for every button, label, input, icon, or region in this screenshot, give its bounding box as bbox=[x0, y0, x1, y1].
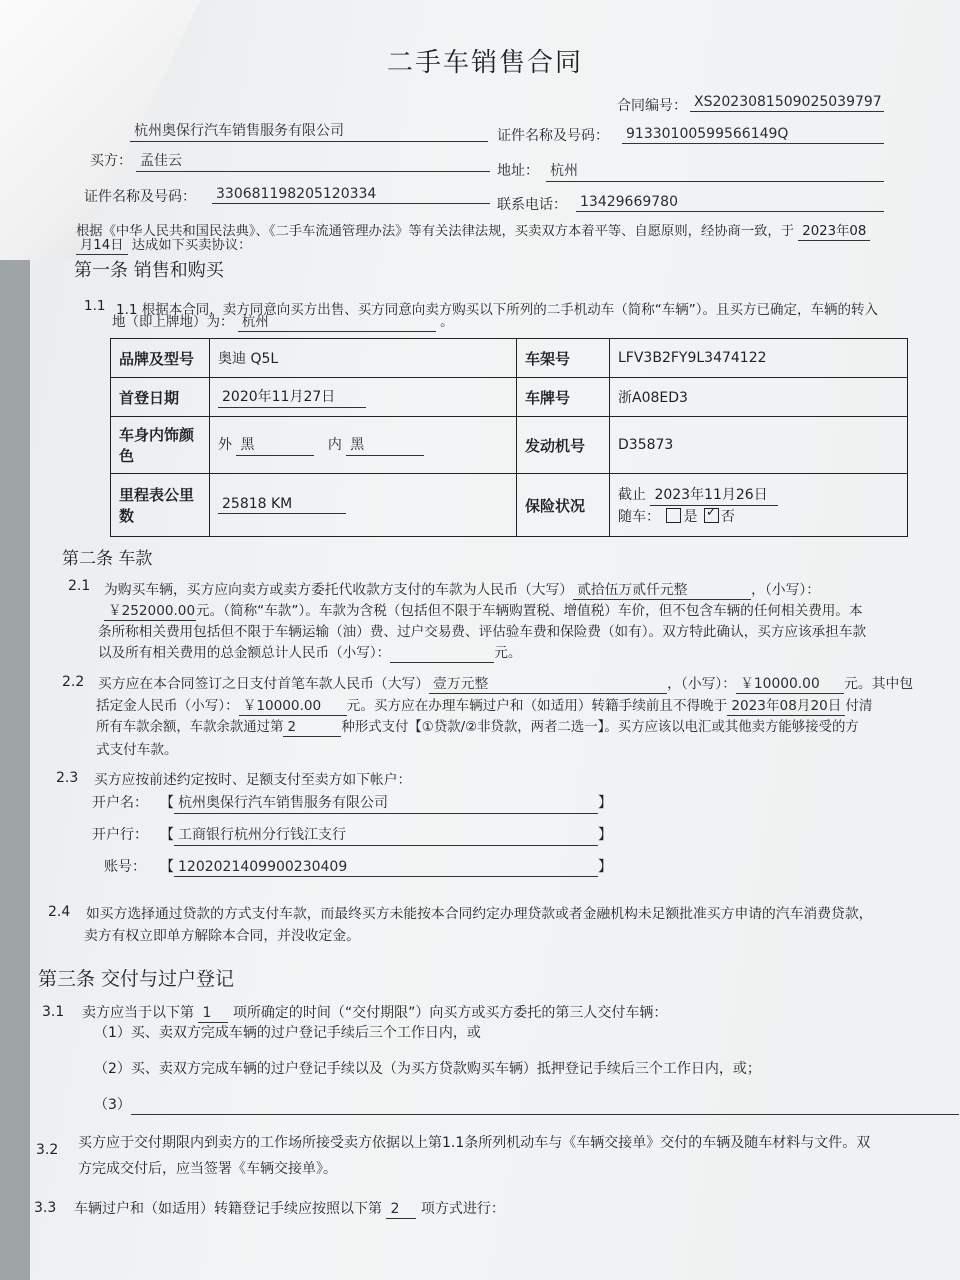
p24-number: 2.4 bbox=[48, 904, 71, 920]
contract-number: XS2023081509025039797 bbox=[690, 94, 884, 112]
engine-value: D35873 bbox=[610, 417, 908, 474]
engine-label: 发动机号 bbox=[517, 417, 610, 474]
p22-number: 2.2 bbox=[62, 674, 85, 690]
p31-option-3: （3） bbox=[94, 1094, 959, 1115]
plate-label: 车牌号 bbox=[517, 378, 610, 417]
checkbox-no[interactable] bbox=[704, 508, 719, 523]
color-label: 车身内饰颜色 bbox=[111, 417, 210, 474]
p31-line: 卖方应当于以下第 1 项所确定的时间（“交付期限”）向买方或买方委托的第三人交付车辆： bbox=[82, 1005, 668, 1021]
seller-id: 91330100599566149Q bbox=[622, 126, 884, 144]
account-number-row: 【 1202021409900230409 】 bbox=[160, 859, 612, 875]
article-3-heading: 第三条 交付与过户登记 bbox=[38, 968, 235, 990]
p23-text: 买方应按前述约定按时、足额支付至卖方如下帐户： bbox=[94, 772, 412, 788]
p22-line-1: 买方应在本合同签订之日支付首笔车款人民币（大写） 壹万元整 ，（小写）： ￥10000.00 元。其中包 bbox=[98, 672, 913, 694]
first-registration-label: 首登日期 bbox=[111, 378, 210, 417]
document-title: 二手车销售合同 bbox=[387, 48, 584, 78]
p21-line-1: 为购买车辆，买方应向卖方或卖方委托代收款方支付的车款为人民币（大写） 贰拾伍万贰仟元整 ，（小写）： bbox=[104, 578, 820, 600]
color-value: 外 黑 内 黑 bbox=[210, 417, 517, 474]
p24-line-1: 如买方选择通过贷款的方式支付车款，而最终买方未能按本合同约定办理贷款或者金融机构未足额批准买方申请的汽车消费贷款， bbox=[86, 906, 873, 922]
p22-line-2: 括定金人民币（小写）： ￥10000.00 元。买方应在办理车辆过户和（如适用）转籍手续前且不得晚于 2023年08月20日 付清 bbox=[96, 694, 873, 716]
buyer-address: 杭州 bbox=[546, 160, 884, 182]
brand-value: 奥迪 Q5L bbox=[210, 339, 517, 378]
buyer-phone-label: 联系电话： bbox=[497, 197, 567, 213]
vin-value: LFV3B2FY9L3474122 bbox=[610, 339, 908, 378]
p22-line-4: 式支付车款。 bbox=[96, 742, 178, 758]
article-2-heading: 第二条 车款 bbox=[62, 549, 153, 569]
p32-line-2: 方完成交付后，应当签署《车辆交接单》。 bbox=[78, 1161, 337, 1177]
p31-option-2: （2）买、卖双方完成车辆的过户登记手续以及（为买方贷款购买车辆）抵押登记手续后三个工作日内，或； bbox=[94, 1061, 761, 1077]
p21-line-3: 条所称相关费用包括但不限于车辆运输（油）费、过户交易费、评估验车费和保险费（如有）。双方特此确认，买方应该承担车款 bbox=[98, 624, 867, 640]
account-number-label: 账号： bbox=[104, 859, 146, 875]
seller-name: 杭州奥保行汽车销售服务有限公司 bbox=[130, 120, 488, 142]
plate-value: 浙A08ED3 bbox=[610, 378, 908, 417]
p31-number: 3.1 bbox=[42, 1004, 65, 1020]
seller-id-label: 证件名称及号码： bbox=[497, 128, 609, 144]
p32-number: 3.2 bbox=[36, 1142, 59, 1158]
p22-line-3: 所有车款余额，车款余款通过第 2 种形式支付【①贷款/②非贷款，两者二选一】。买方应该以电汇或其他卖方能够接受的方 bbox=[96, 720, 859, 735]
article-1-heading: 第一条 销售和购买 bbox=[74, 260, 224, 281]
first-registration-value: 2020年11月27日 bbox=[210, 378, 517, 417]
brand-label: 品牌及型号 bbox=[111, 339, 210, 378]
vin-label: 车架号 bbox=[517, 339, 610, 378]
p21-number: 2.1 bbox=[68, 578, 91, 594]
article-1-1-text: 1.1 根据本合同，卖方同意向买方出售、买方同意向卖方购买以下所列的二手机动车（简称“车辆”）。且买方已确定，车辆的转入 bbox=[116, 302, 878, 318]
article-1-1-text-2: 地（即上牌地）为： 杭州 。 bbox=[112, 310, 454, 332]
account-name-label: 开户名： bbox=[92, 795, 148, 811]
checkbox-yes[interactable] bbox=[666, 508, 681, 523]
p33-number: 3.3 bbox=[34, 1200, 57, 1216]
vehicle-info-table bbox=[110, 338, 908, 537]
buyer-phone: 13429669780 bbox=[576, 194, 884, 212]
preamble-text-2: 月14日 达成如下买卖协议： bbox=[76, 234, 251, 255]
preamble-text: 根据《中华人民共和国民法典》、《二手车流通管理办法》等有关法律法规，买卖双方本着平等、自愿原则，经协商一致，于 2023年08 bbox=[76, 220, 870, 241]
p21-line-4: 以及所有相关费用的总金额总计人民币（小写）： 元。 bbox=[98, 645, 522, 661]
bank-label: 开户行： bbox=[92, 827, 148, 843]
buyer-name-label: 买方： bbox=[90, 153, 132, 169]
p24-line-2: 卖方有权立即单方解除本合同，并没收定金。 bbox=[84, 928, 360, 944]
buyer-id-label: 证件名称及号码： bbox=[84, 189, 196, 205]
insurance-label: 保险状况 bbox=[517, 474, 610, 537]
p21-line-2: ￥252000.00元。（简称“车款”）。车款为含税（包括但不限于车辆购置税、增值税）车价，但不包含车辆的任何相关费用。本 bbox=[104, 599, 863, 621]
p31-option-1: （1）买、卖双方完成车辆的过户登记手续后三个工作日内，或 bbox=[94, 1025, 481, 1041]
account-name-row: 【 杭州奥保行汽车销售服务有限公司 】 bbox=[160, 792, 612, 814]
insurance-value: 截止 2023年11月26日 随车： 是 ✓ 否 bbox=[610, 474, 908, 537]
bank-row: 【 工商银行杭州分行钱江支行 】 bbox=[160, 824, 612, 846]
buyer-name: 孟佳云 bbox=[136, 150, 490, 172]
article-1-1-number: 1.1 bbox=[84, 298, 106, 314]
mileage-label: 里程表公里数 bbox=[111, 474, 210, 537]
p33-line: 车辆过户和（如适用）转籍登记手续应按照以下第 2 项方式进行： bbox=[74, 1201, 505, 1217]
buyer-address-label: 地址： bbox=[497, 163, 539, 179]
p32-line-1: 买方应于交付期限内到卖方的工作场所接受卖方依据以上第1.1条所列机动车与《车辆交接单》交付的车辆及随车材料与文件。双 bbox=[78, 1135, 871, 1151]
buyer-id: 330681198205120334 bbox=[212, 186, 490, 204]
contract-number-label: 合同编号： bbox=[617, 98, 687, 114]
mileage-value: 25818 KM bbox=[210, 474, 517, 537]
p23-number: 2.3 bbox=[56, 770, 79, 786]
